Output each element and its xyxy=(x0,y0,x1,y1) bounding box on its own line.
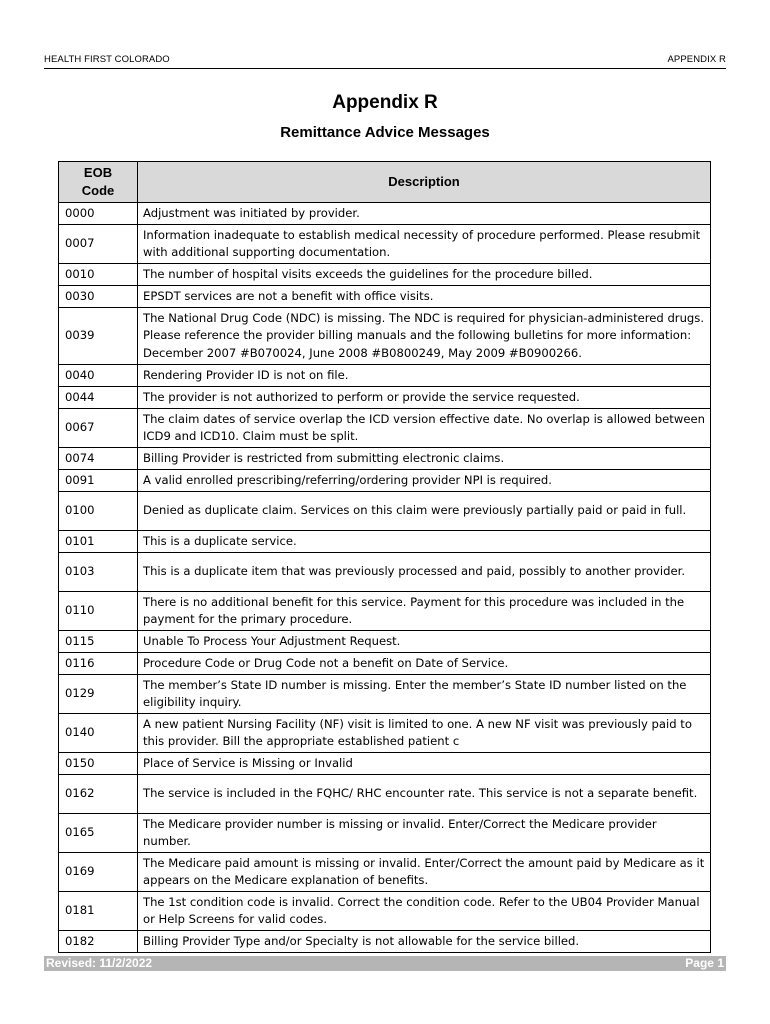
table-row xyxy=(59,286,711,308)
eob-description: The 1st condition code is invalid. Correct the condition code. Refer to the UB04 Provider Manual or Help Screens for valid codes. xyxy=(138,892,711,931)
running-header-right: APPENDIX R xyxy=(667,54,726,65)
table-row xyxy=(59,775,711,814)
eob-code: 0150 xyxy=(59,753,138,775)
table-row xyxy=(59,814,711,853)
table-row xyxy=(59,470,711,492)
eob-code: 0129 xyxy=(59,675,138,714)
eob-code: 0100 xyxy=(59,492,138,531)
table-row xyxy=(59,592,711,631)
eob-description: A new patient Nursing Facility (NF) visit is limited to one. A new NF visit was previously paid to this provider. Bill the appropriate established patient c xyxy=(138,714,711,753)
eob-code: 0000 xyxy=(59,203,138,225)
eob-code: 0067 xyxy=(59,409,138,448)
table-row xyxy=(59,409,711,448)
eob-description: The National Drug Code (NDC) is missing. The NDC is required for physician-administered drugs. Please reference the provider billing manuals and the following bulletins for more information: December 2007 #B070024, June 2008 #B0800249, May 2009 #B0900266. xyxy=(138,308,711,365)
eob-description: The service is included in the FQHC/ RHC encounter rate. This service is not a separate benefit. xyxy=(138,775,711,814)
eob-code: 0101 xyxy=(59,531,138,553)
eob-description: Billing Provider is restricted from submitting electronic claims. xyxy=(138,448,711,470)
eob-description: Procedure Code or Drug Code not a benefit on Date of Service. xyxy=(138,653,711,675)
eob-description: Rendering Provider ID is not on file. xyxy=(138,365,711,387)
eob-description: Adjustment was initiated by provider. xyxy=(138,203,711,225)
table-header-row xyxy=(59,162,711,203)
table-row xyxy=(59,892,711,931)
eob-description: The Medicare paid amount is missing or invalid. Enter/Correct the amount paid by Medicare as it appears on the Medicare explanation of benefits. xyxy=(138,853,711,892)
eob-description: Place of Service is Missing or Invalid xyxy=(138,753,711,775)
table-row xyxy=(59,448,711,470)
eob-description: There is no additional benefit for this service. Payment for this procedure was included in the payment for the primary procedure. xyxy=(138,592,711,631)
eob-code: 0074 xyxy=(59,448,138,470)
eob-description: Information inadequate to establish medical necessity of procedure performed. Please resubmit with additional supporting documentation. xyxy=(138,225,711,264)
eob-description: This is a duplicate service. xyxy=(138,531,711,553)
eob-code: 0116 xyxy=(59,653,138,675)
page-title: Appendix R xyxy=(332,92,438,113)
eob-description: The member’s State ID number is missing. Enter the member’s State ID number listed on the eligibility inquiry. xyxy=(138,675,711,714)
eob-description: The Medicare provider number is missing or invalid. Enter/Correct the Medicare provider number. xyxy=(138,814,711,853)
table-row xyxy=(59,387,711,409)
table-row xyxy=(59,203,711,225)
page-number: Page 1 xyxy=(685,956,724,970)
table-row xyxy=(59,853,711,892)
eob-code: 0030 xyxy=(59,286,138,308)
table-row xyxy=(59,225,711,264)
page-footer xyxy=(44,956,726,971)
eob-code: 0039 xyxy=(59,308,138,365)
table-row xyxy=(59,308,711,365)
revised-date: Revised: 11/2/2022 xyxy=(46,956,153,970)
table-row xyxy=(59,492,711,531)
table-row xyxy=(59,931,711,953)
table-row xyxy=(59,631,711,653)
table-row xyxy=(59,714,711,753)
eob-code: 0040 xyxy=(59,365,138,387)
column-header-eob-code xyxy=(59,162,138,203)
table-row xyxy=(59,753,711,775)
table-row xyxy=(59,553,711,592)
eob-code: 0103 xyxy=(59,553,138,592)
table-row xyxy=(59,264,711,286)
eob-description: Unable To Process Your Adjustment Request. xyxy=(138,631,711,653)
eob-code: 0181 xyxy=(59,892,138,931)
table-row xyxy=(59,653,711,675)
eob-description: EPSDT services are not a benefit with office visits. xyxy=(138,286,711,308)
eob-description: Denied as duplicate claim. Services on this claim were previously partially paid or paid in full. xyxy=(138,492,711,531)
page-subtitle: Remittance Advice Messages xyxy=(280,124,490,141)
eob-table xyxy=(58,161,711,953)
eob-description: The provider is not authorized to perform or provide the service requested. xyxy=(138,387,711,409)
table-row xyxy=(59,531,711,553)
eob-description: Billing Provider Type and/or Specialty is not allowable for the service billed. xyxy=(138,931,711,953)
eob-description: A valid enrolled prescribing/referring/ordering provider NPI is required. xyxy=(138,470,711,492)
header-rule xyxy=(44,68,726,69)
eob-code: 0115 xyxy=(59,631,138,653)
eob-description: The number of hospital visits exceeds the guidelines for the procedure billed. xyxy=(138,264,711,286)
eob-code: 0165 xyxy=(59,814,138,853)
column-header-eob-line2: Code xyxy=(81,183,115,198)
table-row xyxy=(59,365,711,387)
eob-code: 0007 xyxy=(59,225,138,264)
eob-code: 0110 xyxy=(59,592,138,631)
eob-code: 0169 xyxy=(59,853,138,892)
eob-code: 0010 xyxy=(59,264,138,286)
table-row xyxy=(59,675,711,714)
column-header-description: Description xyxy=(138,162,711,203)
eob-description: This is a duplicate item that was previously processed and paid, possibly to another provider. xyxy=(138,553,711,592)
column-header-eob-line1: EOB xyxy=(83,165,113,180)
eob-code: 0182 xyxy=(59,931,138,953)
eob-code: 0140 xyxy=(59,714,138,753)
eob-description: The claim dates of service overlap the ICD version effective date. No overlap is allowed between ICD9 and ICD10. Claim must be split. xyxy=(138,409,711,448)
eob-code: 0091 xyxy=(59,470,138,492)
eob-code: 0162 xyxy=(59,775,138,814)
eob-code: 0044 xyxy=(59,387,138,409)
running-header-left: HEALTH FIRST COLORADO xyxy=(44,54,170,65)
